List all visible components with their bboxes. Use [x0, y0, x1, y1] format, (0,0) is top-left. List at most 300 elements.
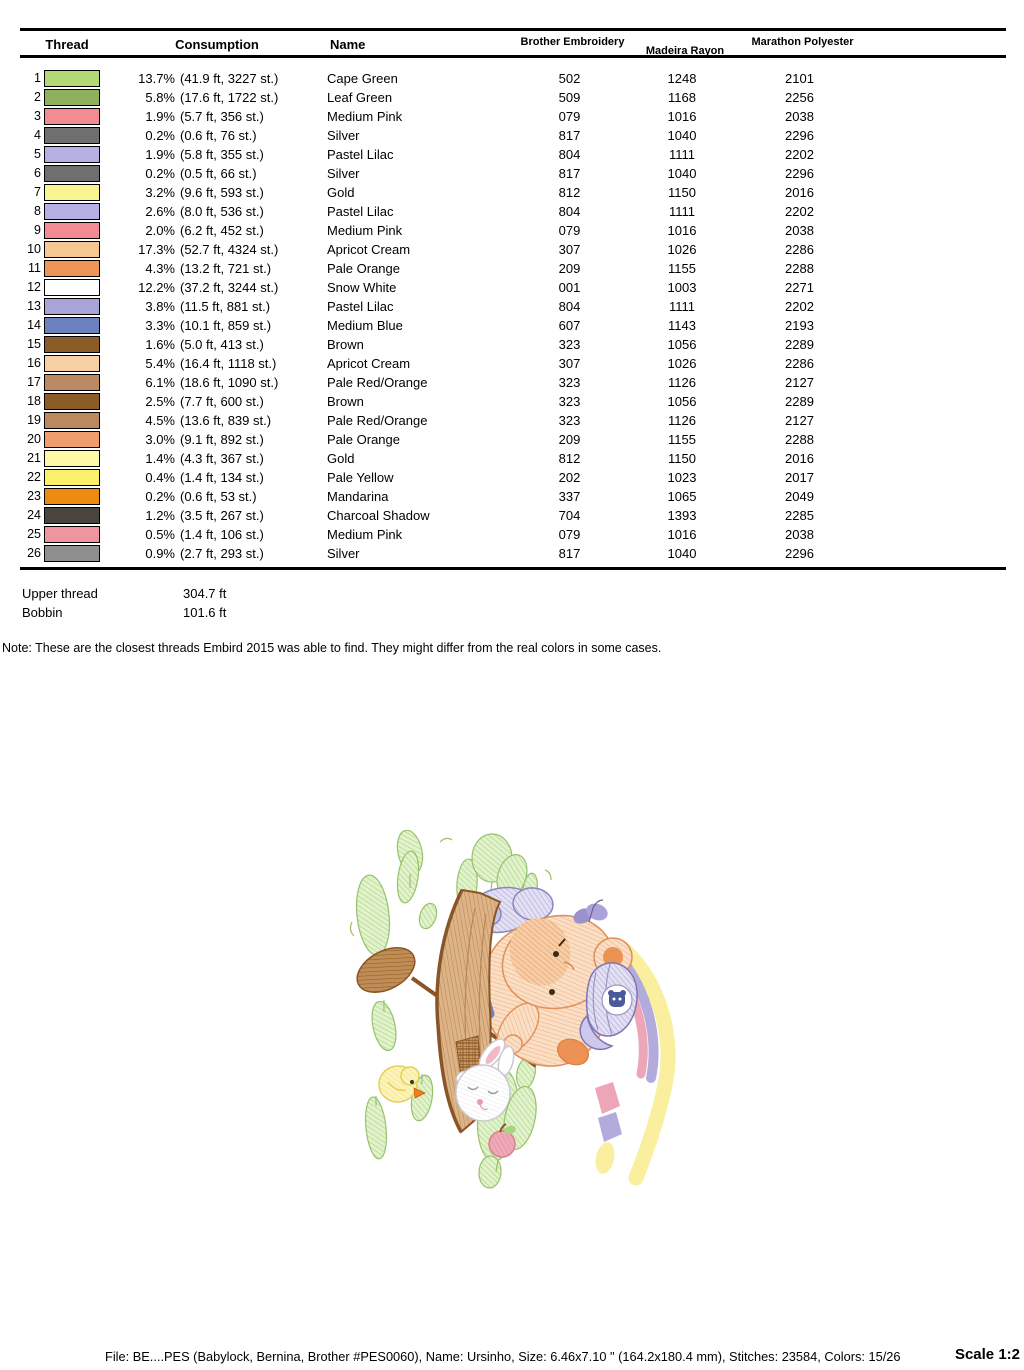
upper-thread-row: [22, 584, 226, 603]
thread-row-number: 10: [27, 242, 41, 256]
consumption-percent: 0.9%: [145, 546, 175, 561]
marathon-code: 2285: [785, 508, 814, 523]
thread-table-body: [20, 58, 1006, 570]
thread-consumption: [101, 164, 327, 183]
consumption-detail: (0.5 ft, 66 st.): [180, 166, 257, 181]
thread-table: [20, 28, 1006, 570]
thread-row: [20, 164, 1006, 183]
brother-code: 607: [558, 318, 581, 333]
thread-row: [20, 316, 1006, 335]
thread-row: [20, 183, 1006, 202]
header-name: Name: [330, 37, 366, 52]
thread-swatch-cell: [44, 145, 101, 164]
thread-row: [20, 506, 1006, 525]
brother-code: 704: [558, 508, 581, 523]
brother-code: 323: [558, 413, 581, 428]
consumption-percent: 6.1%: [145, 375, 175, 390]
brother-code: 323: [558, 394, 581, 409]
marathon-code: 2038: [785, 109, 814, 124]
consumption-detail: (3.5 ft, 267 st.): [180, 508, 264, 523]
thread-row-number: 15: [27, 337, 41, 351]
madeira-code: 1003: [667, 280, 697, 295]
brother-code: 804: [558, 299, 581, 314]
header-madeira-rayon: Madeira Rayon: [645, 45, 725, 57]
consumption-detail: (1.4 ft, 134 st.): [180, 470, 264, 485]
marathon-code: 2271: [785, 280, 814, 295]
thread-row: [20, 278, 1006, 297]
upper-thread-value: 304.7 ft: [183, 586, 227, 601]
brother-code: 323: [558, 375, 581, 390]
marathon-code: 2049: [785, 489, 814, 504]
thread-row: [20, 259, 1006, 278]
thread-swatch-cell: [44, 240, 101, 259]
thread-color-swatch: [44, 412, 100, 429]
consumption-detail: (16.4 ft, 1118 st.): [180, 356, 277, 371]
madeira-code: 1065: [667, 489, 697, 504]
marathon-code: 2289: [785, 394, 814, 409]
thread-swatch-cell: [44, 183, 101, 202]
consumption-detail: (37.2 ft, 3244 st.): [180, 280, 279, 295]
thread-row: [20, 525, 1006, 544]
thread-row: [20, 449, 1006, 468]
madeira-code: 1126: [668, 375, 696, 390]
thread-color-swatch: [44, 450, 100, 467]
thread-consumption: [101, 392, 327, 411]
brother-code: 337: [558, 489, 581, 504]
consumption-detail: (17.6 ft, 1722 st.): [180, 90, 279, 105]
thread-row-number: 16: [27, 356, 41, 370]
thread-consumption: [101, 449, 327, 468]
thread-name: Medium Pink: [327, 527, 403, 542]
thread-color-swatch: [44, 355, 100, 372]
brother-code: 812: [558, 451, 581, 466]
madeira-code: 1150: [668, 185, 696, 200]
consumption-percent: 1.9%: [145, 109, 175, 124]
madeira-code: 1056: [667, 337, 697, 352]
consumption-detail: (0.6 ft, 76 st.): [180, 128, 257, 143]
thread-name: Pastel Lilac: [327, 204, 394, 219]
consumption-percent: 3.8%: [145, 299, 175, 314]
thread-consumption: [101, 430, 327, 449]
brother-code: 817: [558, 128, 581, 143]
thread-consumption: [101, 544, 327, 563]
thread-name: Silver: [327, 546, 360, 561]
thread-swatch-cell: [44, 449, 101, 468]
madeira-code: 1016: [667, 527, 697, 542]
consumption-detail: (10.1 ft, 859 st.): [180, 318, 272, 333]
thread-totals: [22, 584, 226, 622]
marathon-code: 2288: [785, 261, 814, 276]
marathon-code: 2193: [785, 318, 814, 333]
madeira-code: 1248: [667, 71, 697, 86]
thread-name: Medium Pink: [327, 109, 403, 124]
thread-swatch-cell: [44, 430, 101, 449]
thread-row-number: 11: [28, 261, 41, 275]
consumption-detail: (18.6 ft, 1090 st.): [180, 375, 279, 390]
madeira-code: 1126: [668, 413, 696, 428]
thread-consumption: [101, 525, 327, 544]
thread-name: Brown: [327, 394, 364, 409]
thread-swatch-cell: [44, 354, 101, 373]
thread-name: Gold: [327, 185, 355, 200]
thread-color-swatch: [44, 298, 100, 315]
madeira-code: 1111: [668, 204, 696, 219]
thread-swatch-cell: [44, 202, 101, 221]
header-consumption: Consumption: [175, 37, 259, 52]
thread-consumption: [101, 107, 327, 126]
thread-row: [20, 430, 1006, 449]
thread-row: [20, 69, 1006, 88]
consumption-percent: 0.2%: [145, 489, 175, 504]
thread-row: [20, 373, 1006, 392]
consumption-percent: 0.4%: [145, 470, 175, 485]
thread-row-number: 17: [27, 375, 41, 389]
consumption-percent: 3.0%: [145, 432, 175, 447]
thread-row-number: 26: [27, 546, 41, 560]
marathon-code: 2286: [785, 242, 814, 257]
thread-name: Apricot Cream: [327, 242, 411, 257]
brother-code: 079: [558, 109, 581, 124]
consumption-percent: 1.6%: [145, 337, 175, 352]
brother-code: 817: [558, 166, 581, 181]
thread-consumption: [101, 259, 327, 278]
thread-name: Snow White: [327, 280, 397, 295]
thread-swatch-cell: [44, 69, 101, 88]
consumption-percent: 0.2%: [145, 128, 175, 143]
brother-code: 509: [558, 90, 581, 105]
page-footer: [0, 1346, 1020, 1366]
consumption-percent: 13.7%: [138, 71, 175, 86]
thread-consumption: [101, 411, 327, 430]
thread-consumption: [101, 297, 327, 316]
consumption-detail: (7.7 ft, 600 st.): [180, 394, 264, 409]
consumption-detail: (13.2 ft, 721 st.): [180, 261, 272, 276]
consumption-detail: (13.6 ft, 839 st.): [180, 413, 272, 428]
thread-name: Pastel Lilac: [327, 299, 394, 314]
marathon-code: 2038: [785, 527, 814, 542]
madeira-code: 1143: [668, 318, 696, 333]
thread-row-number: 14: [27, 318, 41, 332]
thread-row-number: 6: [34, 166, 41, 180]
brother-code: 817: [558, 546, 581, 561]
thread-table-header: [20, 28, 1006, 58]
marathon-code: 2101: [785, 71, 814, 86]
header-brother-embroidery: Brother Embroidery: [520, 36, 625, 48]
thread-swatch-cell: [44, 335, 101, 354]
thread-row-number: 7: [34, 185, 41, 199]
consumption-percent: 3.2%: [145, 185, 175, 200]
thread-row-number: 25: [27, 527, 41, 541]
thread-row: [20, 240, 1006, 259]
thread-consumption: [101, 145, 327, 164]
thread-color-swatch: [44, 146, 100, 163]
consumption-percent: 0.2%: [145, 166, 175, 181]
consumption-detail: (8.0 ft, 536 st.): [180, 204, 264, 219]
header-marathon-polyester: Marathon Polyester: [751, 36, 854, 48]
thread-name: Silver: [327, 166, 360, 181]
rainbow-fragments: [593, 1082, 622, 1176]
thread-row-number: 12: [27, 280, 41, 294]
madeira-code: 1111: [668, 147, 696, 162]
thread-swatch-cell: [44, 297, 101, 316]
header-thread: Thread: [45, 37, 89, 52]
thread-row: [20, 202, 1006, 221]
thread-row: [20, 487, 1006, 506]
consumption-percent: 2.5%: [145, 394, 175, 409]
brother-code: 209: [558, 432, 581, 447]
madeira-code: 1155: [668, 261, 696, 276]
file-info-text: File: BE....PES (Babylock, Bernina, Brother #PES0060), Name: Ursinho, Size: 6.46x7.10 " (164.2x180.4 mm), Stitches: 23584, Colors: 15/26: [105, 1349, 901, 1364]
thread-swatch-cell: [44, 392, 101, 411]
consumption-percent: 0.5%: [145, 527, 175, 542]
brother-code: 079: [558, 223, 581, 238]
marathon-code: 2296: [785, 166, 814, 181]
consumption-percent: 1.4%: [145, 451, 175, 466]
thread-row: [20, 88, 1006, 107]
brother-code: 804: [558, 147, 581, 162]
marathon-code: 2202: [785, 147, 814, 162]
thread-color-swatch: [44, 317, 100, 334]
marathon-code: 2296: [785, 128, 814, 143]
consumption-detail: (52.7 ft, 4324 st.): [180, 242, 279, 257]
consumption-detail: (5.0 ft, 413 st.): [180, 337, 264, 352]
consumption-detail: (0.6 ft, 53 st.): [180, 489, 257, 504]
thread-row-number: 4: [34, 128, 41, 142]
madeira-code: 1016: [667, 223, 697, 238]
consumption-detail: (9.1 ft, 892 st.): [180, 432, 264, 447]
marathon-code: 2038: [785, 223, 814, 238]
thread-row-number: 24: [27, 508, 41, 522]
marathon-code: 2202: [785, 204, 814, 219]
thread-swatch-cell: [44, 221, 101, 240]
consumption-detail: (11.5 ft, 881 st.): [180, 299, 271, 314]
madeira-code: 1168: [668, 90, 696, 105]
marathon-code: 2256: [785, 90, 814, 105]
consumption-percent: 4.3%: [145, 261, 175, 276]
madeira-code: 1040: [667, 166, 697, 181]
consumption-percent: 17.3%: [138, 242, 175, 257]
consumption-detail: (41.9 ft, 3227 st.): [180, 71, 279, 86]
thread-swatch-cell: [44, 259, 101, 278]
marathon-code: 2127: [785, 375, 814, 390]
thread-swatch-cell: [44, 107, 101, 126]
thread-name: Pale Red/Orange: [327, 413, 428, 428]
consumption-percent: 2.0%: [145, 223, 175, 238]
thread-name: Leaf Green: [327, 90, 393, 105]
thread-row-number: 20: [27, 432, 41, 446]
brother-code: 502: [558, 71, 581, 86]
thread-swatch-cell: [44, 373, 101, 392]
thread-color-swatch: [44, 241, 100, 258]
consumption-percent: 12.2%: [138, 280, 175, 295]
thread-row-number: 2: [34, 90, 41, 104]
thread-swatch-cell: [44, 126, 101, 145]
thread-color-swatch: [44, 526, 100, 543]
consumption-detail: (9.6 ft, 593 st.): [180, 185, 264, 200]
thread-consumption: [101, 126, 327, 145]
thread-consumption: [101, 69, 327, 88]
thread-name: Pale Red/Orange: [327, 375, 428, 390]
thread-row: [20, 107, 1006, 126]
marathon-code: 2289: [785, 337, 814, 352]
thread-color-swatch: [44, 203, 100, 220]
thread-row-number: 13: [27, 299, 41, 313]
embroidery-design-ursinho: [340, 830, 710, 1195]
thread-consumption: [101, 88, 327, 107]
thread-color-swatch: [44, 507, 100, 524]
thread-name: Pale Orange: [327, 261, 400, 276]
marathon-code: 2017: [785, 470, 814, 485]
thread-name: Gold: [327, 451, 355, 466]
thread-consumption: [101, 506, 327, 525]
thread-swatch-cell: [44, 525, 101, 544]
consumption-percent: 5.4%: [145, 356, 175, 371]
brother-code: 202: [558, 470, 581, 485]
thread-swatch-cell: [44, 411, 101, 430]
thread-name: Medium Pink: [327, 223, 403, 238]
thread-name: Mandarina: [327, 489, 389, 504]
thread-row: [20, 297, 1006, 316]
consumption-detail: (4.3 ft, 367 st.): [180, 451, 264, 466]
thread-row-number: 21: [27, 451, 41, 465]
thread-row: [20, 354, 1006, 373]
thread-row-number: 1: [34, 71, 41, 85]
madeira-code: 1040: [667, 546, 697, 561]
scale-label: Scale 1:2: [954, 1346, 1020, 1363]
consumption-detail: (5.8 ft, 355 st.): [180, 147, 264, 162]
thread-row: [20, 335, 1006, 354]
note-text: Note: These are the closest threads Embird 2015 was able to find. They might differ from the real colors in some cases.: [2, 641, 662, 655]
thread-consumption: [101, 487, 327, 506]
brother-code: 079: [558, 527, 581, 542]
thread-color-swatch: [44, 222, 100, 239]
thread-color-swatch: [44, 184, 100, 201]
thread-swatch-cell: [44, 88, 101, 107]
brother-code: 323: [558, 337, 581, 352]
consumption-detail: (6.2 ft, 452 st.): [180, 223, 264, 238]
bobbin-value: 101.6 ft: [183, 605, 227, 620]
thread-row-number: 22: [27, 470, 41, 484]
thread-row-number: 5: [34, 147, 41, 161]
thread-name: Medium Blue: [327, 318, 403, 333]
thread-consumption: [101, 373, 327, 392]
thread-color-swatch: [44, 165, 100, 182]
thread-color-swatch: [44, 279, 100, 296]
thread-name: Pale Orange: [327, 432, 400, 447]
marathon-code: 2286: [785, 356, 814, 371]
consumption-percent: 2.6%: [145, 204, 175, 219]
thread-color-swatch: [44, 545, 100, 562]
madeira-code: 1040: [667, 128, 697, 143]
thread-consumption: [101, 240, 327, 259]
madeira-code: 1111: [668, 299, 696, 314]
thread-color-swatch: [44, 336, 100, 353]
marathon-code: 2202: [785, 299, 814, 314]
thread-row: [20, 126, 1006, 145]
thread-color-swatch: [44, 488, 100, 505]
upper-thread-label: Upper thread: [22, 586, 98, 601]
consumption-percent: 5.8%: [145, 90, 175, 105]
thread-name: Charcoal Shadow: [327, 508, 430, 523]
brother-code: 209: [558, 261, 581, 276]
thread-color-swatch: [44, 108, 100, 125]
madeira-code: 1026: [667, 356, 697, 371]
thread-swatch-cell: [44, 544, 101, 563]
thread-swatch-cell: [44, 316, 101, 335]
thread-color-swatch: [44, 70, 100, 87]
brother-code: 804: [558, 204, 581, 219]
thread-consumption: [101, 183, 327, 202]
thread-consumption: [101, 335, 327, 354]
thread-consumption: [101, 202, 327, 221]
thread-name: Silver: [327, 128, 360, 143]
thread-row: [20, 411, 1006, 430]
thread-name: Pastel Lilac: [327, 147, 394, 162]
thread-consumption: [101, 316, 327, 335]
madeira-code: 1150: [668, 451, 696, 466]
marathon-code: 2016: [785, 451, 814, 466]
thread-row-number: 23: [27, 489, 41, 503]
thread-name: Pale Yellow: [327, 470, 394, 485]
thread-consumption: [101, 354, 327, 373]
madeira-code: 1026: [667, 242, 697, 257]
marathon-code: 2016: [785, 185, 814, 200]
madeira-code: 1056: [667, 394, 697, 409]
brother-code: 307: [558, 356, 581, 371]
brother-code: 307: [558, 242, 581, 257]
thread-row-number: 8: [34, 204, 41, 218]
thread-color-swatch: [44, 431, 100, 448]
thread-row: [20, 145, 1006, 164]
consumption-percent: 4.5%: [145, 413, 175, 428]
thread-color-swatch: [44, 260, 100, 277]
thread-swatch-cell: [44, 164, 101, 183]
thread-consumption: [101, 221, 327, 240]
thread-name: Cape Green: [327, 71, 398, 86]
thread-consumption: [101, 278, 327, 297]
marathon-code: 2288: [785, 432, 814, 447]
thread-row-number: 3: [34, 109, 41, 123]
thread-row: [20, 468, 1006, 487]
thread-swatch-cell: [44, 278, 101, 297]
bobbin-row: [22, 603, 226, 622]
thread-swatch-cell: [44, 487, 101, 506]
thread-consumption: [101, 468, 327, 487]
brother-code: 001: [558, 280, 581, 295]
thread-swatch-cell: [44, 506, 101, 525]
thread-row: [20, 544, 1006, 563]
consumption-percent: 3.3%: [145, 318, 175, 333]
consumption-detail: (2.7 ft, 293 st.): [180, 546, 264, 561]
apple: [489, 1131, 515, 1157]
madeira-code: 1016: [667, 109, 697, 124]
thread-color-swatch: [44, 393, 100, 410]
thread-color-swatch: [44, 127, 100, 144]
marathon-code: 2127: [785, 413, 814, 428]
thread-name: Brown: [327, 337, 364, 352]
marathon-code: 2296: [785, 546, 814, 561]
madeira-code: 1023: [667, 470, 697, 485]
thread-color-swatch: [44, 89, 100, 106]
thread-row: [20, 392, 1006, 411]
brother-code: 812: [558, 185, 581, 200]
bobbin-label: Bobbin: [22, 605, 63, 620]
thread-color-swatch: [44, 469, 100, 486]
consumption-detail: (5.7 ft, 356 st.): [180, 109, 264, 124]
consumption-percent: 1.2%: [145, 508, 175, 523]
thread-row-number: 19: [27, 413, 41, 427]
madeira-code: 1155: [668, 432, 696, 447]
